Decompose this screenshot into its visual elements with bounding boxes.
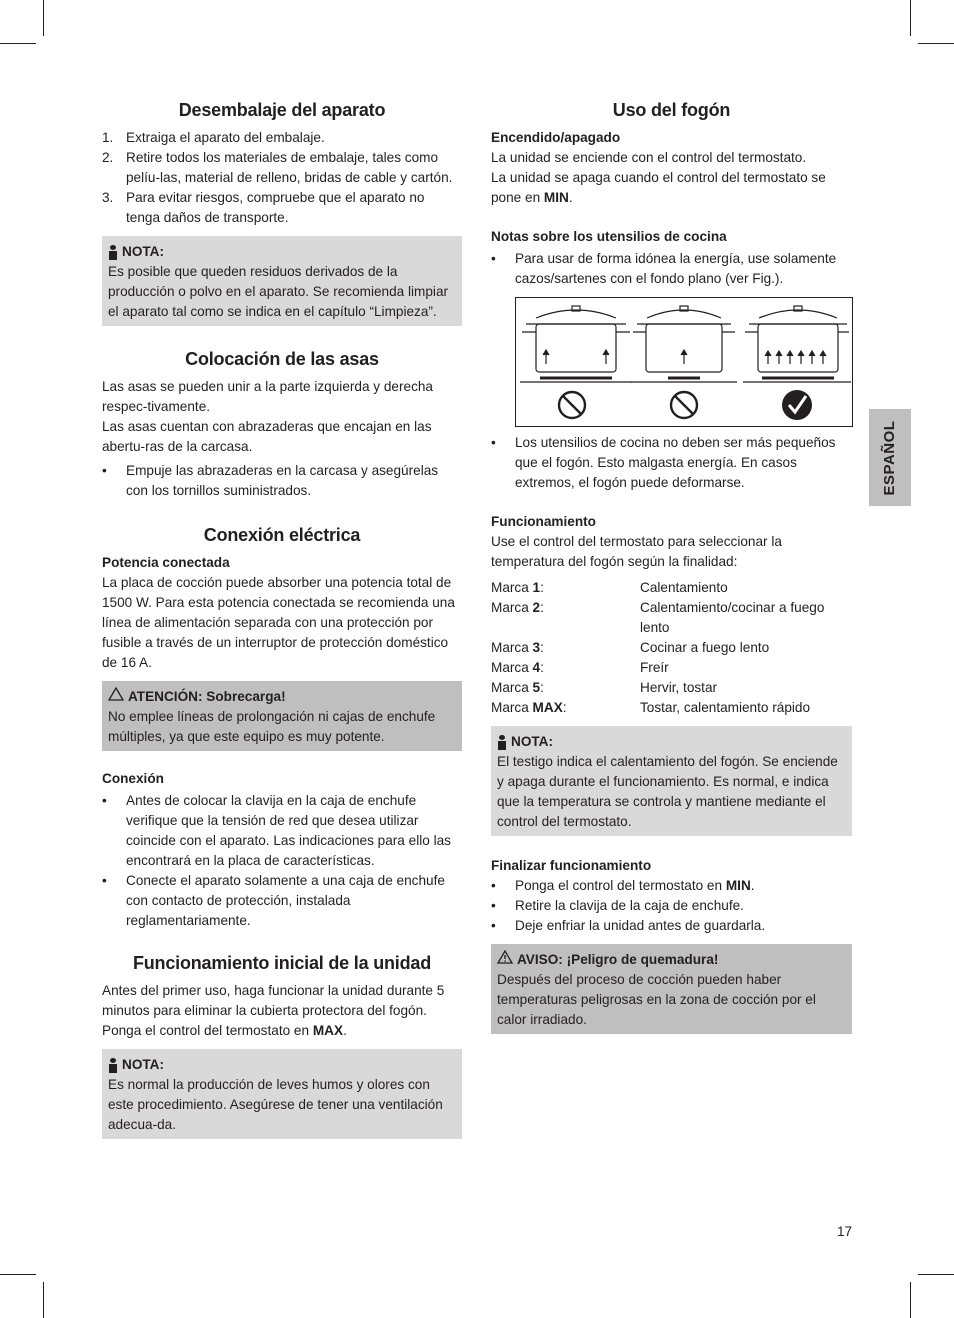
list-item: 2. Retire todos los materiales de embalaje, tales como pelíu-las, material de relleno, bridas de cable y cartón. [102, 150, 453, 185]
check-icon [782, 390, 812, 420]
cookware-figure [515, 297, 853, 427]
section-heading-first-use: Funcionamiento inicial de la unidad [132, 953, 432, 973]
warning-icon [497, 950, 513, 970]
note-text: Es posible que queden residuos derivados de la producción o polvo en el aparato. Se recomienda limpiar el aparato tal como se indica en el capítulo “Limpieza”. [108, 264, 449, 319]
crop-mark [0, 43, 36, 44]
note-box: NOTA: Es posible que queden residuos derivados de la producción o polvo en el aparato. Se recomienda limpiar el aparato tal como se indica en el capítulo “Limpieza”. [102, 236, 462, 326]
list-item: • Para usar de forma idónea la energía, use solamente cazos/sartenes con el fondo plano (ver Fig.). [491, 251, 837, 286]
warning-box: ATENCIÓN: Sobrecarga! No emplee líneas de prolongación ni cajas de enchufe múltiples, ya que este equipo es muy potente. [102, 681, 462, 751]
section-heading-unpack: Desembalaje del aparato [178, 100, 386, 120]
section-heading-hob: Uso del fogón [612, 100, 731, 120]
list-item: • Retire la clavija de la caja de enchufe. [491, 898, 744, 913]
marks-table: Marca 1: Calentamiento Marca 2: Calentamiento/cocinar a fuego lento Marca 3: Cocinar a fuego lento Marca 4: Freír Marca 5: Hervir, tostar Marca MAX: Tostar, calentamiento rápido [491, 580, 825, 715]
crop-mark [43, 0, 44, 36]
section-heading-handles: Colocación de las asas [185, 349, 379, 369]
prohibited-icon [671, 392, 697, 418]
info-icon [108, 245, 118, 260]
crop-mark [918, 43, 954, 44]
crop-mark [910, 0, 911, 36]
left-column: Desembalaje del aparato 1. Extraiga el aparato del embalaje. 2. Retire todos los materiales de embalaje, tales como pelíu-las, material de relleno, bridas de cable y cartón. 3. Para evitar riesgos, compruebe que el aparato no tenga daños de transporte. NOTA: Es posible que queden residuos derivados de la producción o polvo en el aparato. Se recomienda limpiar el aparato tal como se indica en el capítulo “Limpieza”. Colocación de las asas Las asas se pueden unir a la parte izquierda y derecha respec-tivamente. Las asas cuentan con abrazaderas que encajan en las abertu-ras de la carcasa. • Empuje las abrazaderas en la carcasa y asegúrelas con los tornillos suministrados. Conexión eléctrica Potencia conectada La placa de cocción puede absorber una potencia total de 1500 W. Para esta potencia conectada se recomienda una línea de alimentación separada con una protección por fusible a través de un interruptor de protección doméstico de 16 A. ATENCIÓN: Sobrecarga! No emplee líneas de prolongación ni cajas de enchufe múltiples, ya que este equipo es muy potente. Conexión • Antes de colocar la clavija en la caja de enchufe verifique que la tensión de red que desea utilizar coincide con el aparato. Las indicaciones para ello las encontrará en la placa de características. • Conecte el aparato solamente a una caja de enchufe con contacto de protección, instalada reglamentariamente. Funcionamiento inicial de la unidad Antes del primer uso, haga funcionar la unidad durante 5 minutos para eliminar la cubierta protectora del fogón. Ponga el control del termostato en MAX. NOTA: Es normal la producción de leves humos y olores con este procedimiento. Asegúrese de tener una ventilación adecua-da. [102, 98, 462, 1139]
unpack-steps [102, 128, 462, 228]
crop-mark [910, 1282, 911, 1318]
info-icon [497, 735, 507, 750]
list-item: • Antes de colocar la clavija en la caja de enchufe verifique que la tensión de red que desea utilizar coincide con el aparato. Las indicaciones para ello las encontrará en la placa de características. [102, 793, 451, 868]
list-item: 3. Para evitar riesgos, compruebe que el aparato no tenga daños de transporte. [102, 190, 425, 225]
warning-box: AVISO: ¡Peligro de quemadura! Después del proceso de cocción pueden haber temperaturas peligrosas en la zona de cocción por el calor irradiado. [491, 944, 852, 1034]
list-item: • Ponga el control del termostato en MIN. [491, 878, 755, 893]
section-heading-electric: Conexión eléctrica [203, 525, 361, 545]
pot-illustration [743, 306, 851, 382]
language-tab: ESPAÑOL [869, 409, 911, 506]
pot-illustration [631, 306, 737, 382]
list-item: • Conecte el aparato solamente a una caja de enchufe con contacto de protección, instalada reglamentariamente. [102, 873, 445, 928]
note-box: NOTA: El testigo indica el calentamiento del fogón. Se enciende y apaga durante el funcionamiento. Es normal, e indica que la temperatura se controla y mantiene mediante el control del termostato. [491, 726, 852, 836]
right-column: Uso del fogón Encendido/apagado La unidad se enciende con el control del termostato. La unidad se apaga cuando el control del termostato se pone en MIN. Notas sobre los utensilios de cocina • Para usar de forma idónea la energía, use solamente cazos/sartenes con el fondo plano (ver Fig.). • Los utensilios de cocina no deben ser más pequeños que el fogón. Esto malgasta energía. En casos extremos, el fogón puede deformarse. Funcionamiento Use el control del termostato para seleccionar la temperatura del fogón según la finalidad: Marca 1: Calentamiento Marca 2: Calentamiento/cocinar a fuego lento Marca 3: Cocinar a fuego lento Marca 4: Freír Marca 5: Hervir, tostar Marca MAX: Tostar, calentamiento rápido NOTA: El testigo indica el calentamiento del fogón. Se enciende y apaga durante el funcionamiento. Es normal, e indica que la temperatura se controla y mantiene mediante el control del termostato. Finalizar funcionamiento • Ponga el control del termostato en MIN. • Retire la clavija de la caja de enchufe. • Deje enfriar la unidad antes de guardarla. AVISO: ¡Peligro de quemadura! Después del proceso de cocción pueden haber temperaturas peligrosas en la zona de cocción por el calor irradiado. [491, 98, 852, 1034]
crop-mark [0, 1274, 36, 1275]
warning-icon [108, 687, 124, 707]
pot-illustration [520, 306, 632, 382]
list-item: • Empuje las abrazaderas en la carcasa y asegúrelas con los tornillos suministrados. [102, 463, 439, 498]
crop-mark [918, 1274, 954, 1275]
list-item: • Deje enfriar la unidad antes de guardarla. [491, 918, 766, 933]
page-number: 17 [837, 1224, 853, 1239]
note-box: NOTA: Es normal la producción de leves humos y olores con este procedimiento. Asegúrese de tener una ventilación adecua-da. [102, 1049, 462, 1139]
list-item: • Los utensilios de cocina no deben ser más pequeños que el fogón. Esto malgasta energía. En casos extremos, el fogón puede deformarse. [491, 435, 836, 490]
info-icon [108, 1058, 118, 1073]
crop-mark [43, 1282, 44, 1318]
prohibited-icon [559, 392, 585, 418]
list-item: 1. Extraiga el aparato del embalaje. [102, 130, 325, 145]
